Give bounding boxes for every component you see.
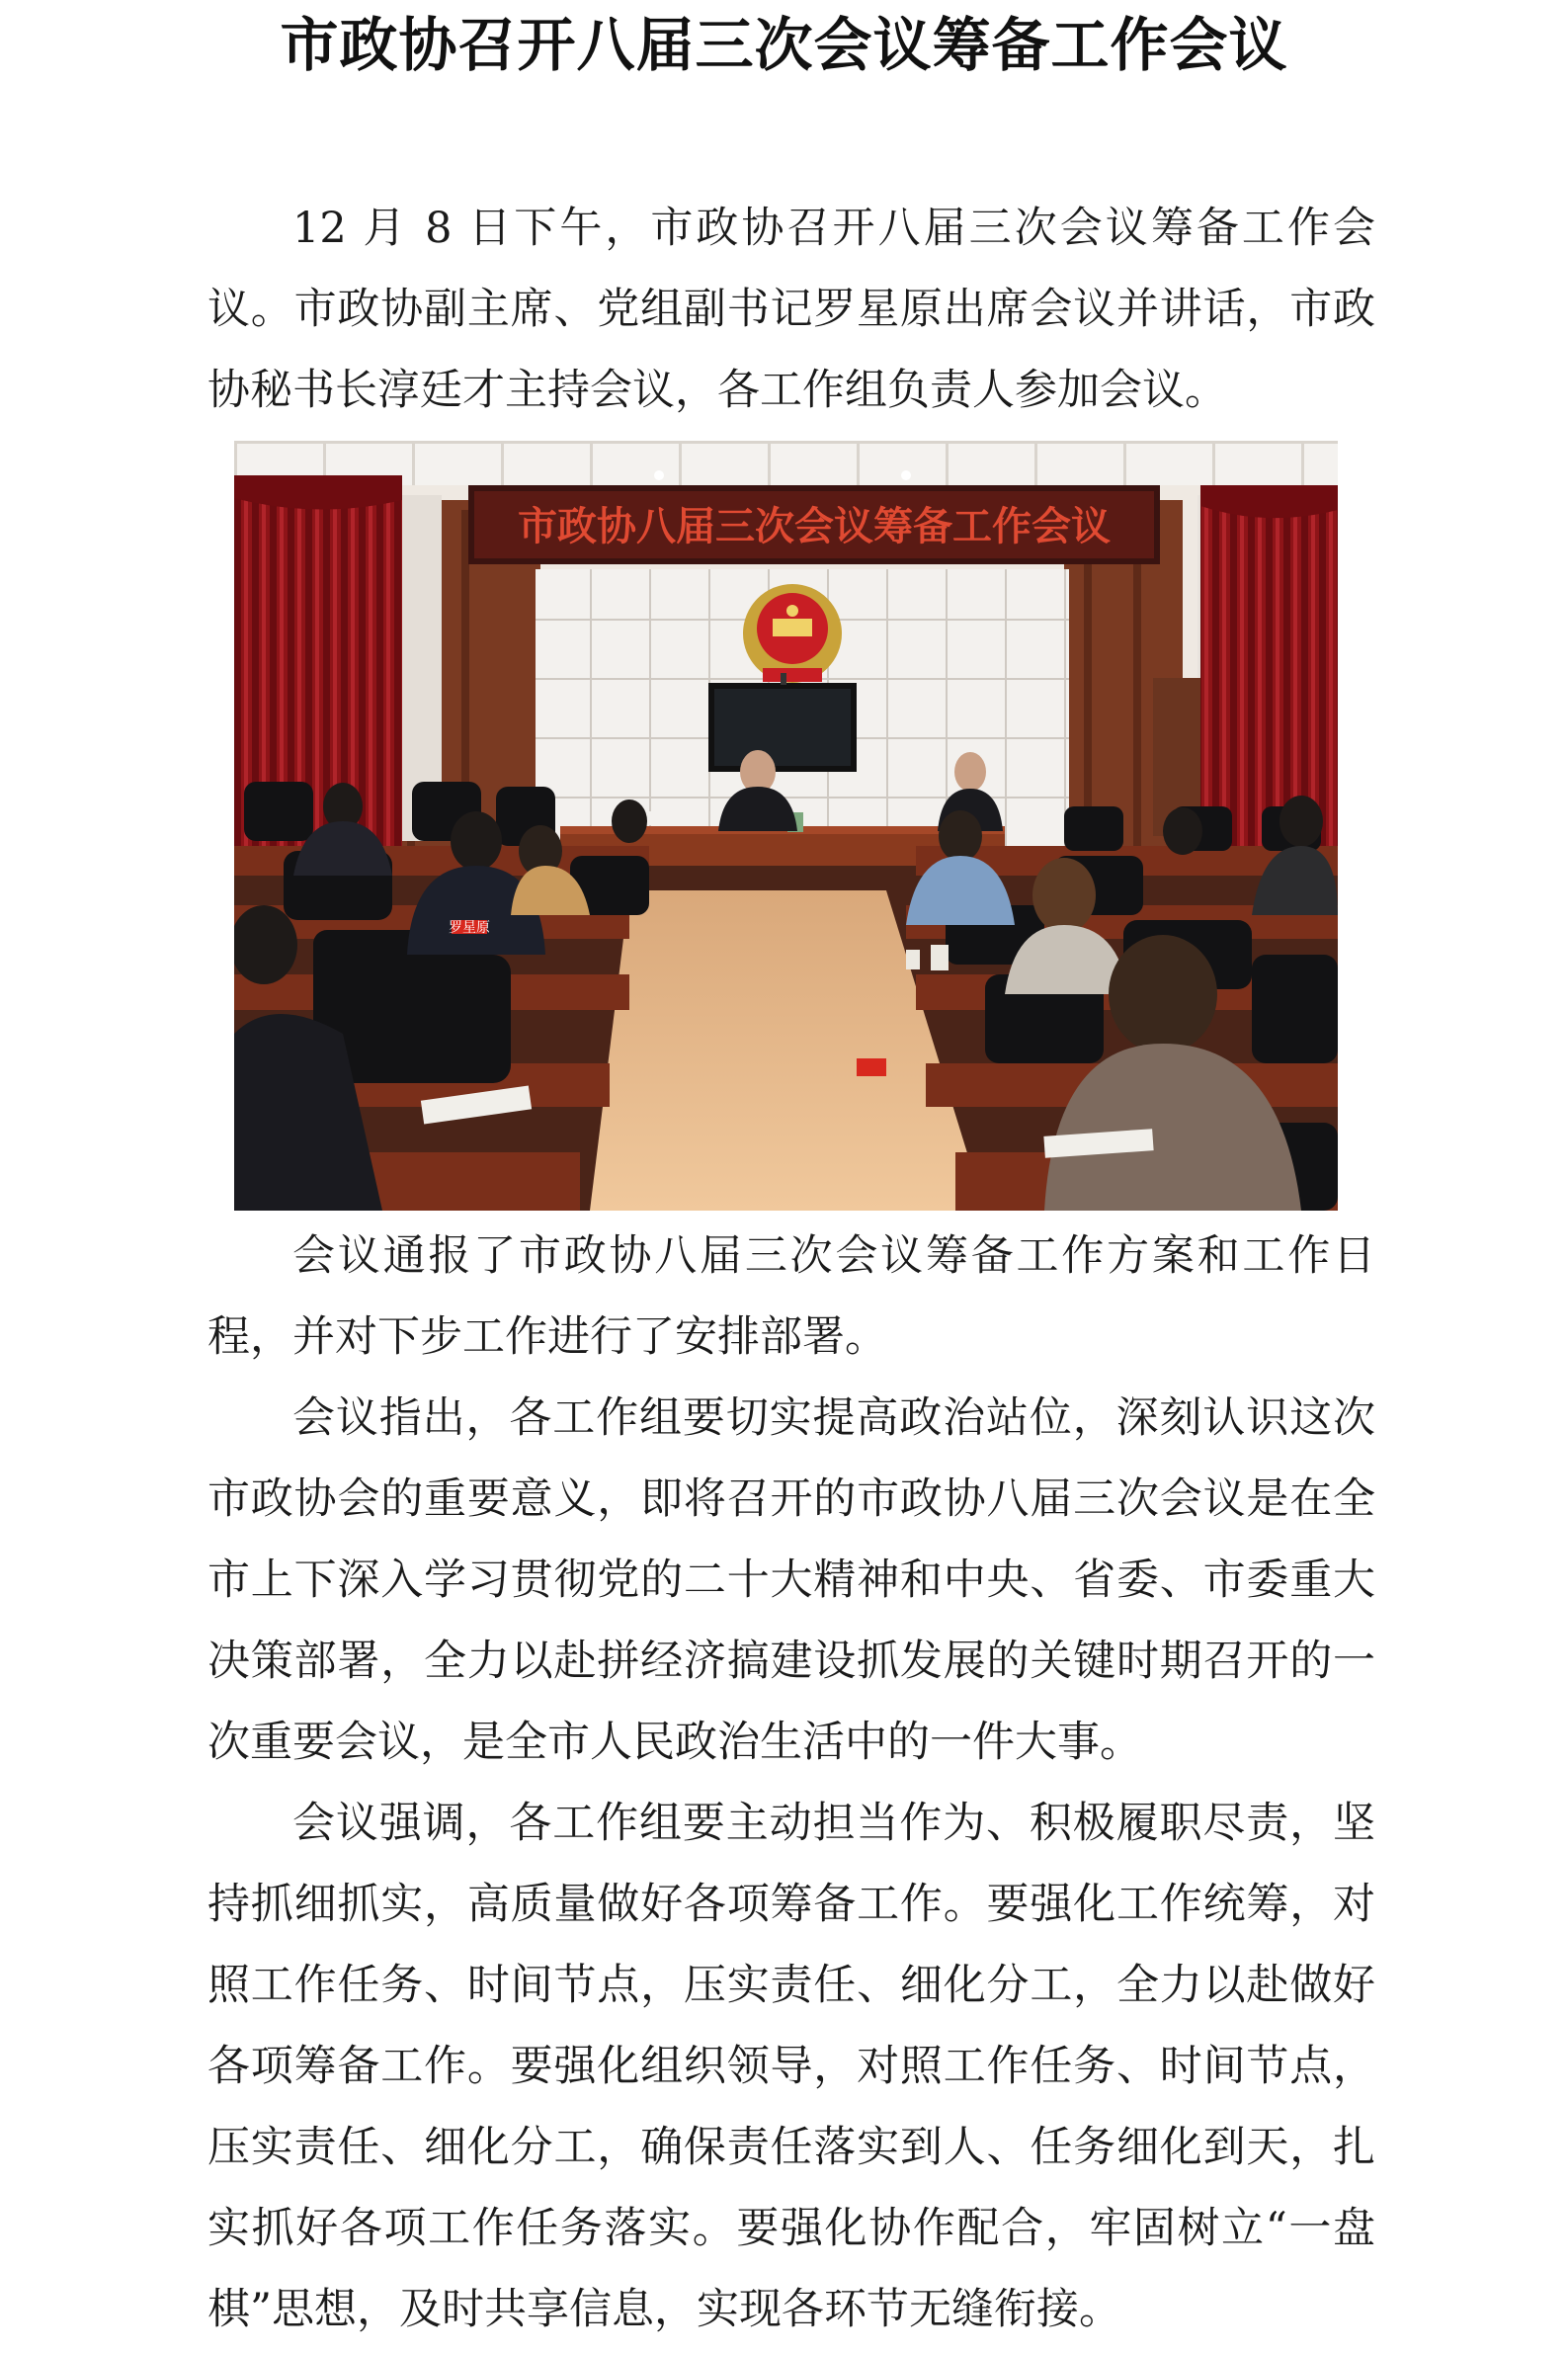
- cppcc-emblem-icon: [743, 584, 842, 683]
- article-paragraph-2: 会议通报了市政协八届三次会议筹备工作方案和工作日程，并对下步工作进行了安排部署。: [207, 1231, 1375, 1362]
- article-paragraph-1: 12 月 8 日下午，市政协召开八届三次会议筹备工作会议。市政协副主席、党组副书记罗星原出席会议并讲话，市政协秘书长淳廷才主持会议，各工作组负责人参加会议。: [207, 204, 1375, 415]
- article-paragraph-3: 会议指出，各工作组要切实提高政治站位，深刻认识这次市政协会的重要意义，即将召开的市政协八届三次会议是在全市上下深入学习贯彻党的二十大精神和中央、省委、市委重大决策部署，全力以赴拼经济搞建设抓发展的关键时期召开的一次重要会议，是全市人民政治生活中的一件大事。: [207, 1393, 1375, 1767]
- svg-text:罗星原: 罗星原: [449, 920, 490, 936]
- article-title: 市政协召开八届三次会议筹备工作会议: [280, 11, 1288, 79]
- article-paragraph-4: 会议强调，各工作组要主动担当作为、积极履职尽责，坚持抓细抓实，高质量做好各项筹备工作。要强化工作统筹，对照工作任务、时间节点，压实责任、细化分工，全力以赴做好各项筹备工作。要强化组织领导，对照工作任务、时间节点，压实责任、细化分工，确保责任落实到人、任务细化到天，扎实抓好各项工作任务落实。要强化协作配合，牢固树立“一盘棋”思想，及时共享信息，实现各环节无缝衔接。: [207, 1799, 1375, 2334]
- meeting-photo: [234, 441, 1338, 1211]
- banner-caption: 市政协八届三次会议筹备工作会议: [518, 503, 1111, 549]
